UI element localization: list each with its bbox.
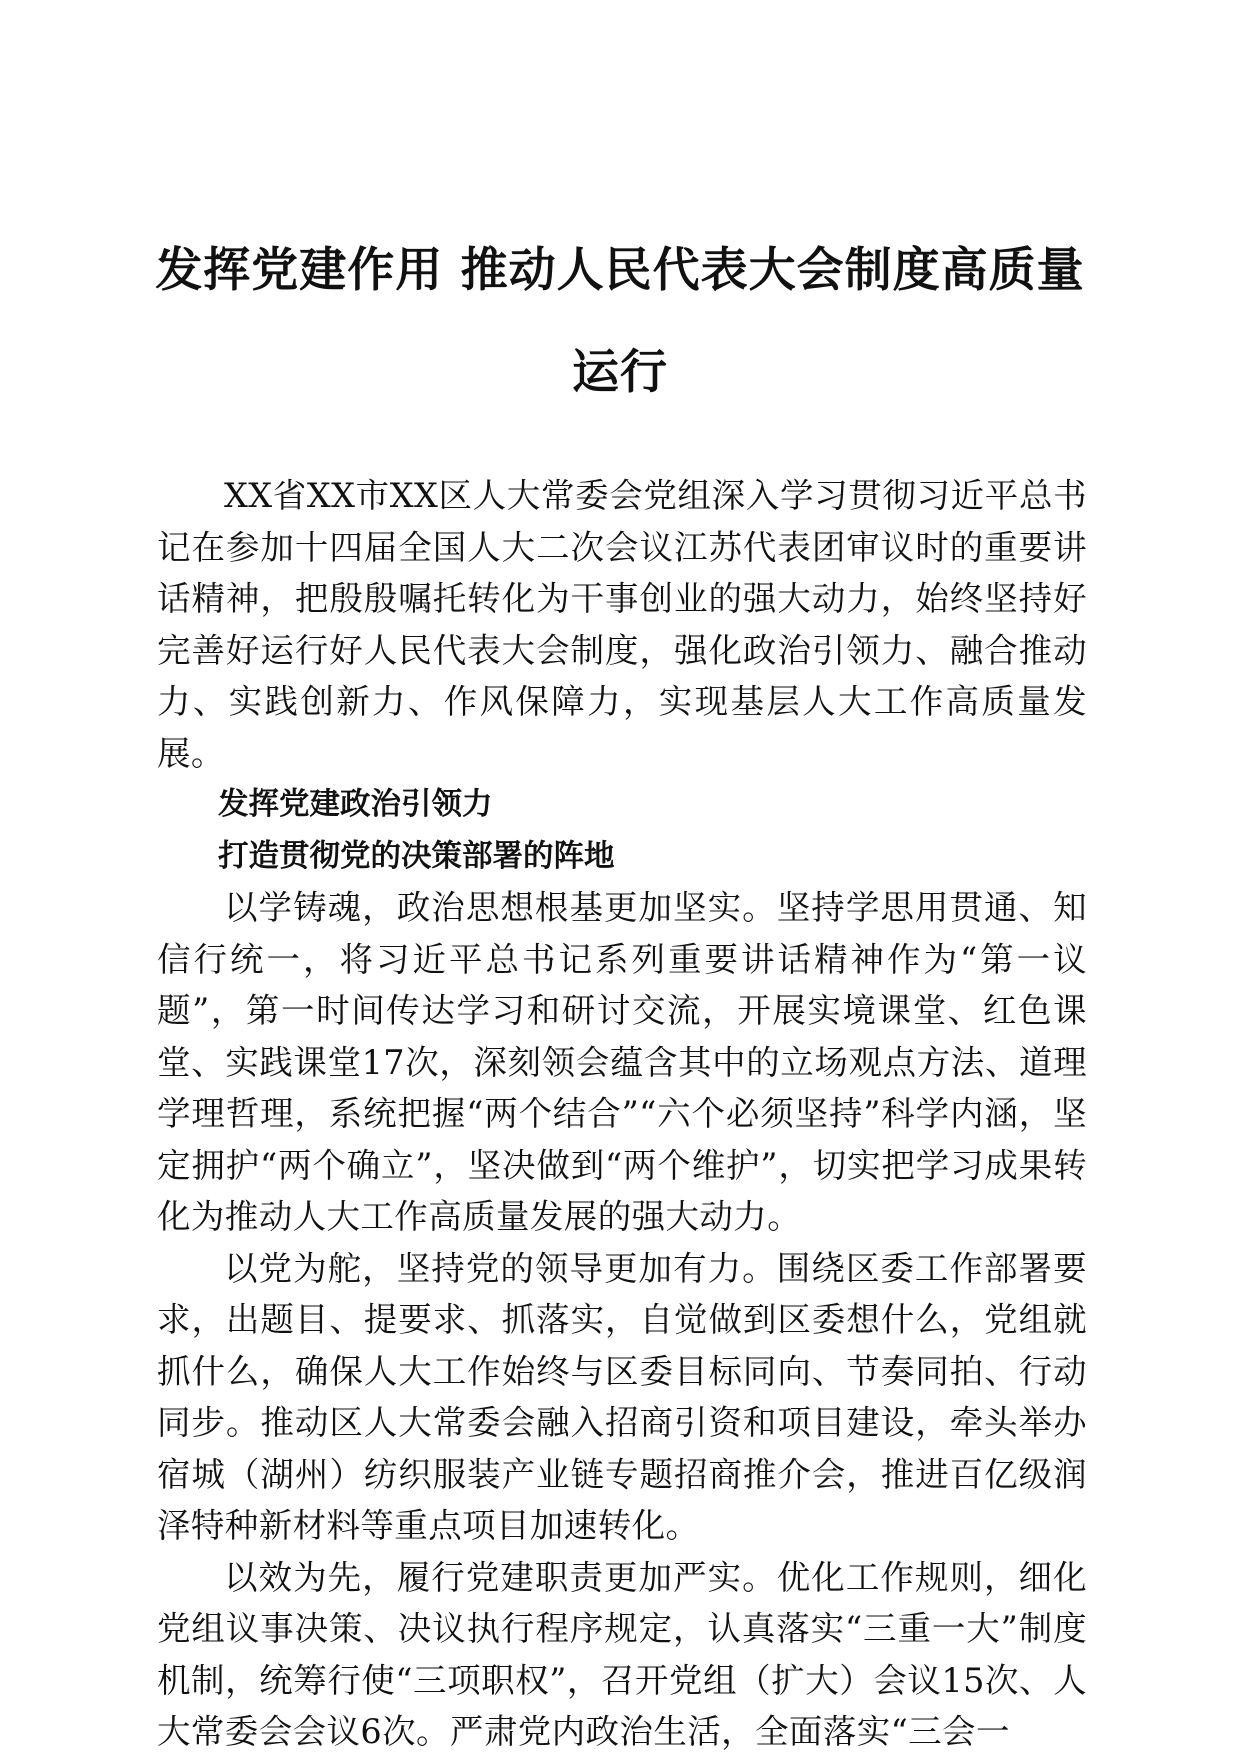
- title-line-1: 发挥党建作用 推动人民代表大会制度高质量: [155, 243, 1085, 298]
- body-paragraph-3: 以效为先，履行党建职责更加严实。优化工作规则，细化党组议事决策、决议执行程序规定，认真落实“三重一大”制度机制，统筹行使“三项职权”，召开党组（扩大）会议15次、人大常委会会议6次。严肃党内政治生活，全面落实“三会一: [157, 1557, 1087, 1751]
- intro-paragraph: XX省XX市XX区人大常委会党组深入学习贯彻习近平总书记在参加十四届全国人大二次会议江苏代表团审议时的重要讲话精神，把殷殷嘱托转化为干事创业的强大动力，始终坚持好完善好运行好人民代表大会制度，强化政治引领力、融合推动力、实践创新力、作风保障力，实现基层人大工作高质量发展。: [157, 476, 1087, 773]
- document-body: [157, 470, 1087, 1758]
- title-line-2: 运行: [572, 345, 668, 400]
- body-paragraph-1: 以学铸魂，政治思想根基更加坚实。坚持学思用贯通、知信行统一，将习近平总书记系列重要讲话精神作为“第一议题”，第一时间传达学习和研讨交流，开展实境课堂、红色课堂、实践课堂17次，深刻领会蕴含其中的立场观点方法、道理学理哲理，系统把握“两个结合”“六个必须坚持”科学内涵，坚定拥护“两个确立”，坚决做到“两个维护”，切实把学习成果转化为推动人大工作高质量发展的强大动力。: [157, 888, 1087, 1236]
- document-title: [100, 220, 1140, 424]
- section-heading: 发挥党建政治引领力: [218, 787, 493, 822]
- subsection-heading: 打造贯彻党的决策部署的阵地: [218, 838, 615, 874]
- body-paragraph-2: 以党为舵，坚持党的领导更加有力。围绕区委工作部署要求，出题目、提要求、抓落实，自觉做到区委想什么，党组就抓什么，确保人大工作始终与区委目标同向、节奏同拍、行动同步。推动区人大常委会融入招商引资和项目建设，牵头举办宿城（湖州）纺织服装产业链专题招商推介会，推进百亿级润泽特种新材料等重点项目加速转化。: [157, 1248, 1087, 1545]
